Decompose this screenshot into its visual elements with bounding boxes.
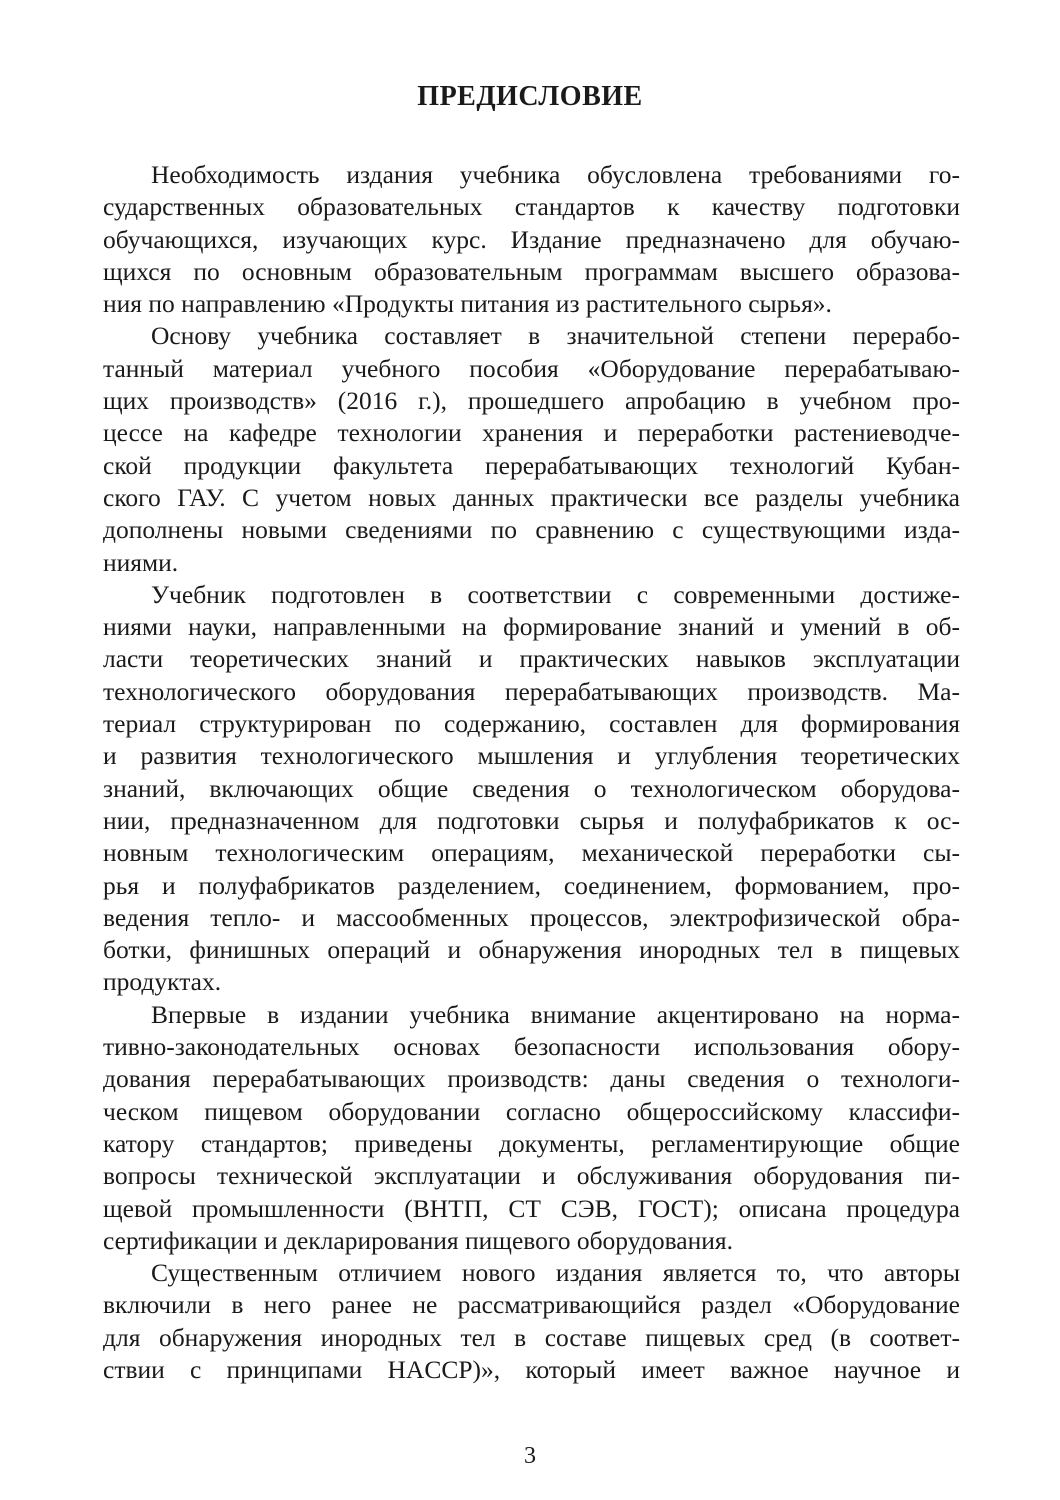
text-line: дования перерабатывающих производств: даны сведения о технологи- [103,1064,960,1094]
text-line: технологического оборудования перерабатывающих производств. Ма- [103,676,960,706]
text-line: тивно-законодательных основах безопасности использования обору- [103,1032,960,1062]
text-line: сертификации и декларирования пищевого оборудования. [103,1225,734,1255]
text-line: обучающихся, изучающих курс. Издание предназначено для обучаю- [103,224,960,254]
text-line: Существенным отличием нового издания является то, что авторы [151,1258,960,1288]
text-line: ния по направлению «Продукты питания из растительного сырья». [103,289,832,319]
text-line: включили в него ранее не рассматривающийся раздел «Оборудование [103,1290,960,1320]
text-line: ского ГАУ. С учетом новых данных практически все разделы учебника [103,482,960,512]
text-line: ствии с принципами HACCP)», который имеет важное научное и [103,1354,960,1384]
text-line: вопросы технической эксплуатации и обслуживания оборудования пи- [103,1161,960,1191]
text-line: щих производств» (2016 г.), прошедшего апробацию в учебном про- [103,386,960,416]
text-line: для обнаружения инородных тел в составе пищевых сред (в соответ- [103,1322,960,1352]
text-line: знаний, включающих общие сведения о технологическом оборудова- [103,773,960,803]
text-line: ведения тепло- и массообменных процессов, электрофизической обра- [103,902,960,932]
text-line: ческом пищевом оборудовании согласно общероссийскому классифи- [103,1096,960,1126]
text-line: и развития технологического мышления и углубления теоретических [103,741,960,771]
paragraph-5 [103,1257,960,1386]
page-title: ПРЕДИСЛОВИЕ [417,81,643,112]
paragraph-1 [103,159,960,320]
text-line: танный материал учебного пособия «Оборудование перерабатываю- [103,353,960,383]
text-line: ниями науки, направленными на формирование знаний и умений в об- [103,612,960,642]
text-line: дополнены новыми сведениями по сравнению с существующими изда- [103,515,960,545]
text-line: цессе на кафедре технологии хранения и переработки растениеводче- [103,418,960,448]
text-line: ботки, финишных операций и обнаружения инородных тел в пищевых [103,935,960,965]
text-line: териал структурирован по содержанию, составлен для формирования [103,709,960,739]
text-line: Основу учебника составляет в значительной степени перерабо- [151,321,960,351]
text-line: Впервые в издании учебника внимание акцентировано на норма- [151,999,960,1029]
paragraph-4 [103,999,960,1257]
text-line: щихся по основным образовательным программам высшего образова- [103,256,960,286]
text-line: Учебник подготовлен в соответствии с современными достиже- [151,579,960,609]
text-line: продуктах. [103,967,222,997]
text-line: рья и полуфабрикатов разделением, соединением, формованием, про- [103,870,960,900]
page-number: 3 [524,1443,536,1469]
text-line: сударственных образовательных стандартов к качеству подготовки [103,192,960,222]
text-line: Необходимость издания учебника обусловлена требованиями го- [151,160,960,189]
text-line: щевой промышленности (ВНТП, СТ СЭВ, ГОСТ); описана процедура [103,1193,960,1223]
body-text [103,159,960,1386]
text-line: ской продукции факультета перерабатывающих технологий Кубан- [103,450,960,480]
text-line: нии, предназначенном для подготовки сырья и полуфабрикатов к ос- [103,805,960,835]
paragraph-2 [103,320,960,578]
paragraph-3 [103,579,960,999]
text-line: катору стандартов; приведены документы, регламентирующие общие [103,1128,960,1158]
text-line: ласти теоретических знаний и практических навыков эксплуатации [103,644,960,674]
text-line: новным технологическим операциям, механической переработки сы- [103,838,960,868]
text-line: ниями. [103,547,179,577]
